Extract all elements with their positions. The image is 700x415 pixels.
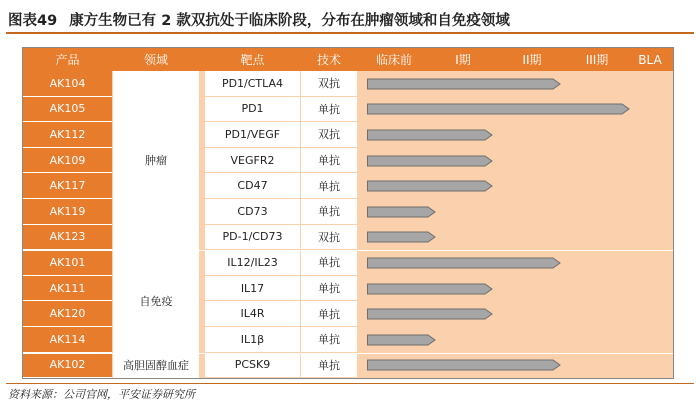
tech-cell: 单抗 bbox=[301, 276, 357, 302]
source-note: 资料来源：公司官网，平安证券研究所 bbox=[8, 388, 195, 401]
product-cell: AK112 bbox=[23, 122, 112, 148]
target-cell: PD-1/CD73 bbox=[205, 225, 300, 251]
stage-arrow bbox=[367, 307, 494, 321]
header-1: 领域 bbox=[143, 53, 168, 67]
header-0: 产品 bbox=[55, 53, 80, 67]
figure-label: 图表49 bbox=[8, 13, 58, 29]
pipeline-table bbox=[22, 47, 674, 379]
tech-cell: 单抗 bbox=[301, 97, 357, 123]
target-cell: IL1β bbox=[205, 327, 300, 353]
stage-arrow bbox=[367, 282, 494, 296]
footer-rule bbox=[6, 383, 694, 384]
stage-arrow bbox=[367, 179, 494, 193]
target-cell: PD1/CTLA4 bbox=[205, 71, 300, 97]
product-cell: AK119 bbox=[23, 199, 112, 225]
stage-arrow bbox=[367, 102, 631, 116]
tech-cell: 单抗 bbox=[301, 301, 357, 327]
target-cell: PCSK9 bbox=[205, 353, 300, 379]
area-cell: 高胆固醇血症 bbox=[113, 353, 199, 379]
tech-cell: 单抗 bbox=[301, 148, 357, 174]
header-6: II期 bbox=[522, 53, 542, 67]
stage-arrow bbox=[367, 358, 562, 372]
header-2: 靶点 bbox=[240, 53, 265, 67]
figure-title bbox=[8, 9, 510, 30]
tech-cell: 双抗 bbox=[301, 71, 357, 97]
header-7: III期 bbox=[585, 53, 609, 67]
header-8: BLA bbox=[638, 52, 662, 67]
figure-title-text: 康方生物已有 2 款双抗处于临床阶段，分布在肿瘤领域和自免疫领域 bbox=[69, 13, 510, 29]
tech-cell: 双抗 bbox=[301, 122, 357, 148]
stage-arrow bbox=[367, 205, 437, 219]
product-cell: AK117 bbox=[23, 173, 112, 199]
target-cell: CD47 bbox=[205, 173, 300, 199]
product-cell: AK101 bbox=[23, 250, 112, 276]
stage-arrow bbox=[367, 230, 437, 244]
tech-cell: 单抗 bbox=[301, 173, 357, 199]
tech-cell: 单抗 bbox=[301, 199, 357, 225]
product-cell: AK120 bbox=[23, 301, 112, 327]
area-cell: 肿瘤 bbox=[113, 71, 199, 250]
tech-cell: 单抗 bbox=[301, 353, 357, 379]
title-rule bbox=[6, 32, 694, 34]
target-cell: IL4R bbox=[205, 301, 300, 327]
stage-arrow bbox=[367, 128, 494, 142]
product-cell: AK114 bbox=[23, 327, 112, 353]
target-cell: PD1/VEGF bbox=[205, 122, 300, 148]
tech-cell: 单抗 bbox=[301, 327, 357, 353]
area-cell: 自免疫 bbox=[113, 250, 199, 352]
product-cell: AK123 bbox=[23, 225, 112, 251]
product-cell: AK111 bbox=[23, 276, 112, 302]
target-cell: CD73 bbox=[205, 199, 300, 225]
header-3: 技术 bbox=[316, 53, 341, 67]
target-cell: VEGFR2 bbox=[205, 148, 300, 174]
product-cell: AK105 bbox=[23, 97, 112, 123]
product-cell: AK104 bbox=[23, 71, 112, 97]
stage-arrow bbox=[367, 154, 494, 168]
tech-cell: 单抗 bbox=[301, 250, 357, 276]
target-cell: PD1 bbox=[205, 97, 300, 123]
target-cell: IL17 bbox=[205, 276, 300, 302]
stage-arrow bbox=[367, 77, 562, 91]
product-cell: AK102 bbox=[23, 353, 112, 379]
target-cell: IL12/IL23 bbox=[205, 250, 300, 276]
stage-arrow bbox=[367, 256, 562, 270]
tech-cell: 双抗 bbox=[301, 225, 357, 251]
stage-arrow bbox=[367, 333, 437, 347]
header-5: I期 bbox=[455, 53, 471, 67]
header-4: 临床前 bbox=[375, 53, 412, 67]
product-cell: AK109 bbox=[23, 148, 112, 174]
